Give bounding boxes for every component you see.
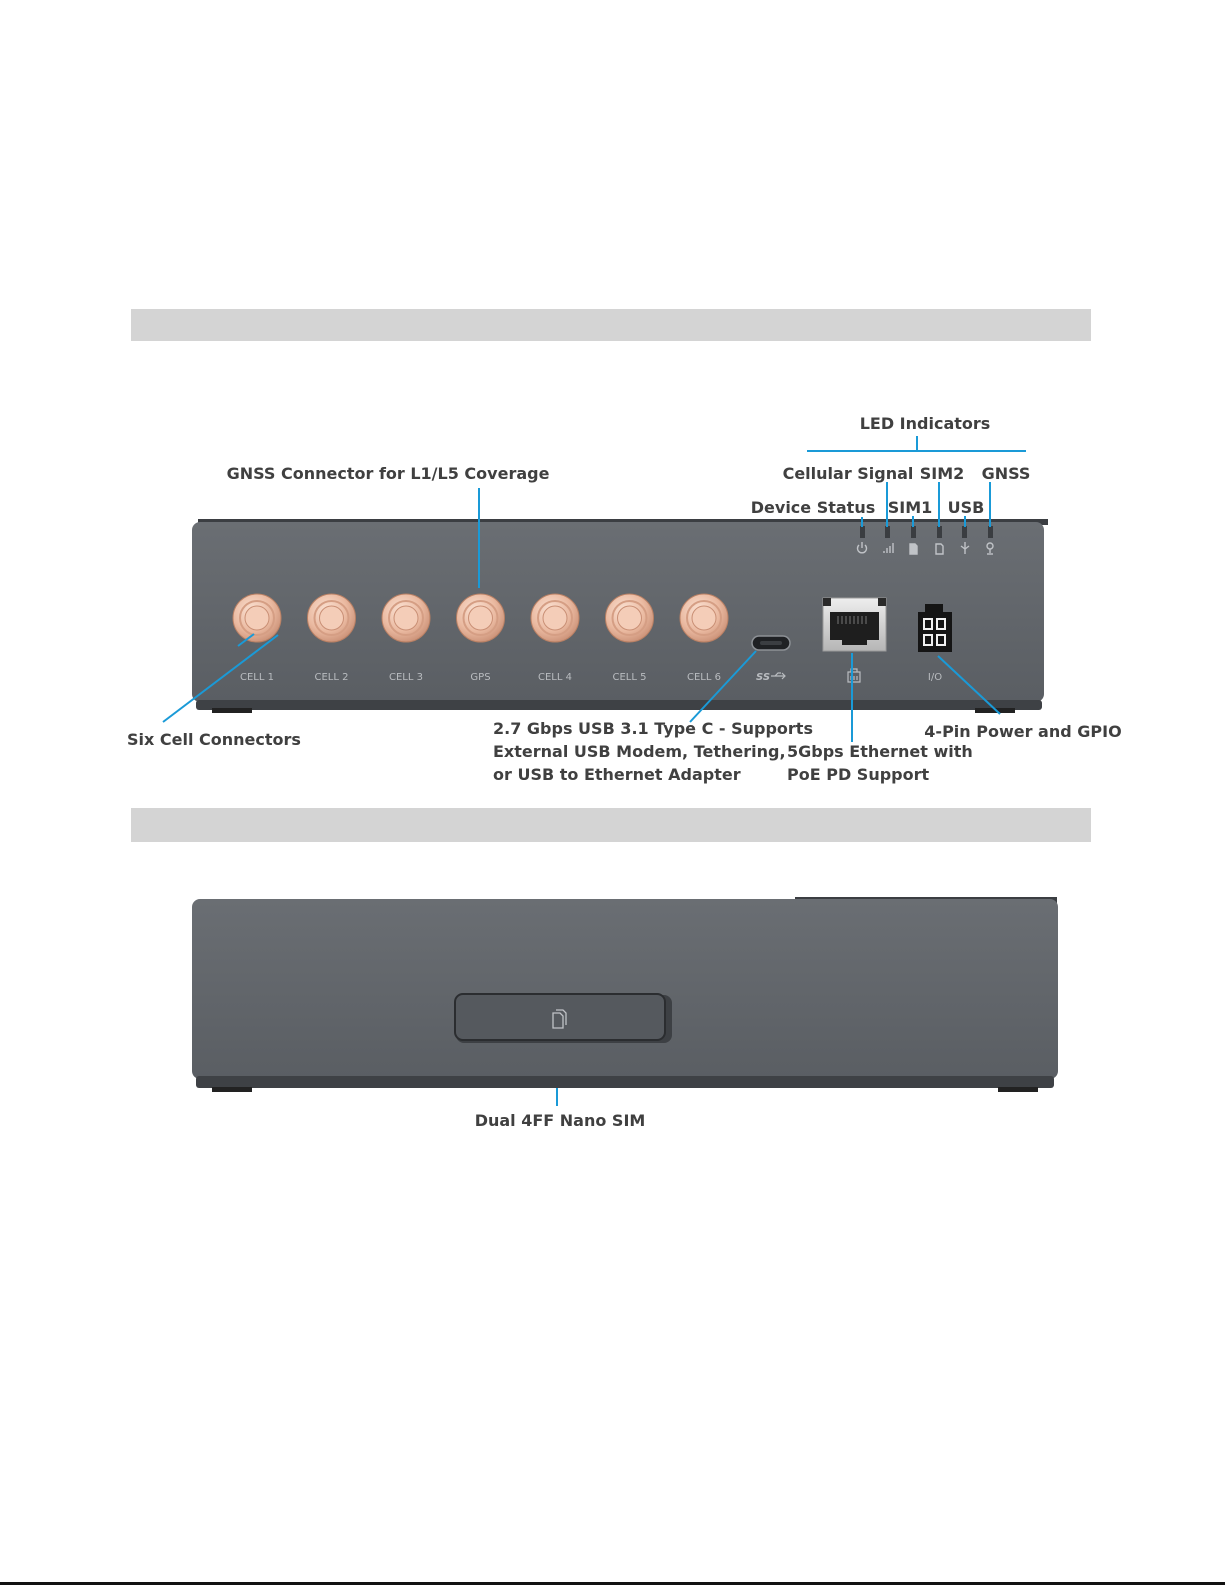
sim1-icon (910, 544, 917, 554)
label-sim2: SIM2 (919, 464, 965, 483)
led-cellular-signal (885, 526, 890, 538)
ethernet-port[interactable] (823, 598, 886, 651)
label-six-cell-connectors: Six Cell Connectors (127, 730, 301, 749)
led-usb (962, 526, 967, 538)
antenna-connector-cell-2[interactable] (308, 594, 356, 642)
label-led-indicators: LED Indicators (859, 414, 991, 433)
port-label-cell-3: CELL 3 (389, 672, 423, 683)
led-device-status (860, 526, 865, 538)
io-label: I/O (927, 672, 943, 683)
side-base (196, 1076, 1054, 1088)
label-sim1: SIM1 (887, 498, 933, 517)
label-usb-c-line1: 2.7 Gbps USB 3.1 Type C - Supports (493, 719, 813, 738)
port-label-gps: GPS (470, 672, 491, 683)
port-label-cell-4: CELL 4 (538, 672, 572, 683)
usb-c-port[interactable] (752, 636, 790, 650)
label-usb-c-line2: External USB Modem, Tethering, (493, 742, 786, 761)
label-ethernet-line2: PoE PD Support (787, 765, 930, 784)
label-gnss: GNSS (981, 464, 1031, 483)
label-gnss-connector: GNSS Connector for L1/L5 Coverage (226, 464, 550, 483)
port-label-cell-5: CELL 5 (612, 672, 647, 683)
label-cellular-signal: Cellular Signal (782, 464, 914, 483)
antenna-connector-gps[interactable] (457, 594, 505, 642)
label-ethernet-line1: 5Gbps Ethernet with (787, 742, 973, 761)
antenna-connector-cell-4[interactable] (531, 594, 579, 642)
antenna-connector-cell-5[interactable] (606, 594, 654, 642)
antenna-connector-cell-1[interactable] (233, 594, 281, 642)
antenna-connector-cell-3[interactable] (382, 594, 430, 642)
label-device-status: Device Status (750, 498, 876, 517)
usb-ss-label: SS (756, 672, 771, 683)
led-sim1 (911, 526, 916, 538)
label-dual-sim: Dual 4FF Nano SIM (474, 1111, 646, 1130)
side-housing (192, 899, 1058, 1079)
label-usb-c-line3: or USB to Ethernet Adapter (493, 765, 741, 784)
side-panel (192, 897, 1058, 1092)
led-gnss (988, 526, 993, 538)
port-label-cell-2: CELL 2 (314, 672, 349, 683)
front-panel (192, 519, 1048, 713)
label-power-gpio: 4-Pin Power and GPIO (924, 722, 1122, 741)
antenna-connector-cell-6[interactable] (680, 594, 728, 642)
port-label-cell-1: CELL 1 (240, 672, 274, 683)
label-usb: USB (947, 498, 985, 517)
front-base (196, 700, 1042, 710)
led-sim2 (937, 526, 942, 538)
port-label-cell-6: CELL 6 (687, 672, 721, 683)
